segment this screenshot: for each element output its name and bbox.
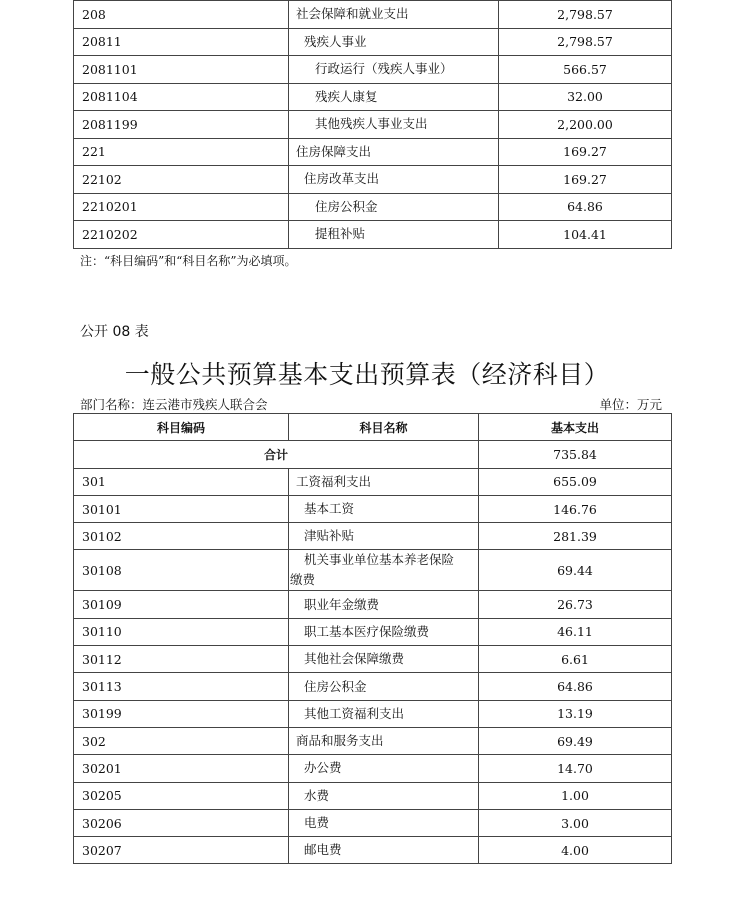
cell-amount: 13.19	[479, 700, 672, 727]
table-row	[74, 673, 672, 700]
page-title: 一般公共预算基本支出预算表（经济科目）	[124, 360, 610, 389]
total-label: 合计	[74, 441, 479, 468]
cell-code: 2081104	[74, 83, 289, 111]
cell-amount: 1.00	[479, 782, 672, 809]
cell-name: 办公费	[289, 755, 479, 782]
table-row	[74, 700, 672, 727]
budget-table-functional	[73, 0, 672, 249]
table-row	[74, 1, 672, 29]
cell-name: 行政运行（残疾人事业）	[289, 56, 499, 84]
cell-name: 电费	[289, 809, 479, 836]
header-amount: 基本支出	[479, 414, 672, 441]
cell-amount: 169.27	[499, 138, 672, 166]
cell-name: 其他社会保障缴费	[289, 646, 479, 673]
table-note: 注：“科目编码”和“科目名称”为必填项。	[80, 254, 297, 268]
cell-name: 职业年金缴费	[289, 591, 479, 618]
cell-amount: 64.86	[479, 673, 672, 700]
cell-code: 2081101	[74, 56, 289, 84]
cell-code: 20811	[74, 28, 289, 56]
cell-code: 30112	[74, 646, 289, 673]
cell-code: 2210202	[74, 221, 289, 249]
table-row	[74, 755, 672, 782]
table-row	[74, 111, 672, 139]
cell-name: 津贴补贴	[289, 523, 479, 550]
cell-name: 水费	[289, 782, 479, 809]
cell-amount: 281.39	[479, 523, 672, 550]
cell-code: 208	[74, 1, 289, 29]
cell-name-line1: 机关事业单位基本养老保险	[304, 552, 455, 568]
cell-code: 30199	[74, 700, 289, 727]
cell-name: 其他残疾人事业支出	[289, 111, 499, 139]
cell-name: 残疾人康复	[289, 83, 499, 111]
cell-amount: 2,798.57	[499, 28, 672, 56]
cell-name: 残疾人事业	[289, 28, 499, 56]
table-row	[74, 138, 672, 166]
cell-code: 30109	[74, 591, 289, 618]
cell-code: 2210201	[74, 193, 289, 221]
unit-label: 单位：万元	[599, 397, 662, 412]
table-row	[74, 837, 672, 864]
cell-amount: 3.00	[479, 809, 672, 836]
table-row	[74, 646, 672, 673]
header-name: 科目名称	[289, 414, 479, 441]
cell-code: 30207	[74, 837, 289, 864]
cell-amount: 69.49	[479, 727, 672, 754]
table-row	[74, 495, 672, 522]
cell-name: 邮电费	[289, 837, 479, 864]
cell-amount: 26.73	[479, 591, 672, 618]
cell-name: 工资福利支出	[289, 468, 479, 495]
table-row	[74, 523, 672, 550]
cell-name: 其他工资福利支出	[289, 700, 479, 727]
cell-amount: 655.09	[479, 468, 672, 495]
table-row	[74, 56, 672, 84]
cell-name: 住房公积金	[289, 193, 499, 221]
cell-amount: 2,798.57	[499, 1, 672, 29]
cell-amount: 4.00	[479, 837, 672, 864]
table-code-label: 公开 08 表	[80, 324, 149, 340]
cell-code: 301	[74, 468, 289, 495]
cell-code: 221	[74, 138, 289, 166]
total-row	[74, 441, 672, 468]
cell-code: 302	[74, 727, 289, 754]
table-row	[74, 28, 672, 56]
cell-name: 职工基本医疗保险缴费	[289, 618, 479, 645]
cell-amount: 46.11	[479, 618, 672, 645]
table-row	[74, 550, 672, 591]
budget-table-economic	[73, 413, 672, 864]
cell-code: 30110	[74, 618, 289, 645]
cell-amount: 566.57	[499, 56, 672, 84]
header-code: 科目编码	[74, 414, 289, 441]
cell-name: 商品和服务支出	[289, 727, 479, 754]
cell-amount: 2,200.00	[499, 111, 672, 139]
table-row	[74, 727, 672, 754]
cell-name	[289, 550, 479, 591]
cell-code: 30108	[74, 550, 289, 591]
cell-code: 30113	[74, 673, 289, 700]
cell-code: 30201	[74, 755, 289, 782]
cell-amount: 104.41	[499, 221, 672, 249]
cell-name: 住房保障支出	[289, 138, 499, 166]
cell-amount: 14.70	[479, 755, 672, 782]
cell-amount: 169.27	[499, 166, 672, 194]
cell-name: 住房公积金	[289, 673, 479, 700]
cell-amount: 64.86	[499, 193, 672, 221]
cell-amount: 69.44	[479, 550, 672, 591]
cell-code: 22102	[74, 166, 289, 194]
table-row	[74, 591, 672, 618]
cell-amount: 146.76	[479, 495, 672, 522]
table-row	[74, 809, 672, 836]
table-row	[74, 166, 672, 194]
total-amount: 735.84	[479, 441, 672, 468]
cell-code: 30205	[74, 782, 289, 809]
cell-code: 30102	[74, 523, 289, 550]
cell-name-line2: 缴费	[290, 572, 316, 588]
cell-amount: 32.00	[499, 83, 672, 111]
table-row	[74, 468, 672, 495]
cell-code: 30206	[74, 809, 289, 836]
cell-name: 住房改革支出	[289, 166, 499, 194]
cell-name: 提租补贴	[289, 221, 499, 249]
table-row	[74, 618, 672, 645]
cell-code: 2081199	[74, 111, 289, 139]
cell-code: 30101	[74, 495, 289, 522]
department-name: 部门名称：连云港市残疾人联合会	[80, 397, 268, 412]
table-row	[74, 782, 672, 809]
cell-name: 社会保障和就业支出	[289, 1, 499, 29]
table-row	[74, 83, 672, 111]
cell-name: 基本工资	[289, 495, 479, 522]
table-row	[74, 221, 672, 249]
cell-amount: 6.61	[479, 646, 672, 673]
table-row	[74, 193, 672, 221]
